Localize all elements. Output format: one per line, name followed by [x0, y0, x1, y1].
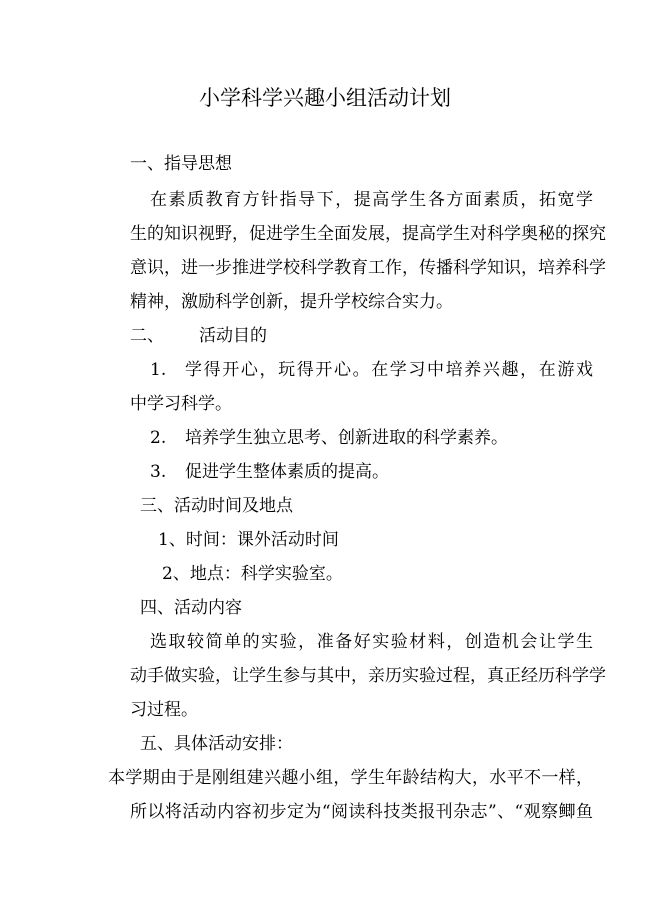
section-heading-guiding-ideology: 一、指导思想 [130, 154, 232, 174]
section-heading-number: 二、 [130, 326, 164, 346]
list-item-number: 2. [150, 428, 167, 448]
section-heading-schedule: 五、具体活动安排： [140, 734, 293, 754]
paragraph-line: 在素质教育方针指导下，提高学生各方面素质，拓宽学 [150, 190, 593, 210]
activity-place: 2、地点：科学实验室。 [162, 564, 343, 584]
list-item-text: 学得开心，玩得开心。在学习中培养兴趣，在游戏 [185, 360, 593, 380]
section-heading-time-place: 三、活动时间及地点 [140, 496, 293, 516]
paragraph-line: 动手做实验，让学生参与其中，亲历实验过程，真正经历科学学 [130, 666, 606, 686]
activity-time: 1、时间：课外活动时间 [158, 530, 339, 550]
list-item-number: 1. [150, 360, 167, 380]
paragraph-line: 选取较简单的实验，准备好实验材料，创造机会让学生 [150, 632, 593, 652]
paragraph-line: 生的知识视野，促进学生全面发展，提高学生对科学奥秘的探究 [130, 224, 606, 244]
section-heading-activity-content: 四、活动内容 [140, 598, 242, 618]
paragraph-line: 意识，进一步推进学校科学教育工作，传播科学知识，培养科学 [130, 258, 606, 278]
document-title: 小学科学兴趣小组活动计划 [199, 86, 451, 110]
list-item-text: 促进学生整体素质的提高。 [185, 462, 389, 482]
paragraph-line: 所以将活动内容初步定为“阅读科技类报刊杂志”、“观察鲫鱼 [130, 802, 593, 822]
paragraph-line: 本学期由于是刚组建兴趣小组，学生年龄结构大，水平不一样， [108, 768, 593, 788]
list-item-text: 培养学生独立思考、创新进取的科学素养。 [185, 428, 508, 448]
section-heading-activity-goals: 活动目的 [199, 326, 267, 346]
paragraph-line: 习过程。 [130, 700, 198, 720]
paragraph-line: 精神，激励科学创新，提升学校综合实力。 [130, 292, 453, 312]
list-item-number: 3. [150, 462, 167, 482]
list-item-continuation: 中学习科学。 [130, 394, 232, 414]
